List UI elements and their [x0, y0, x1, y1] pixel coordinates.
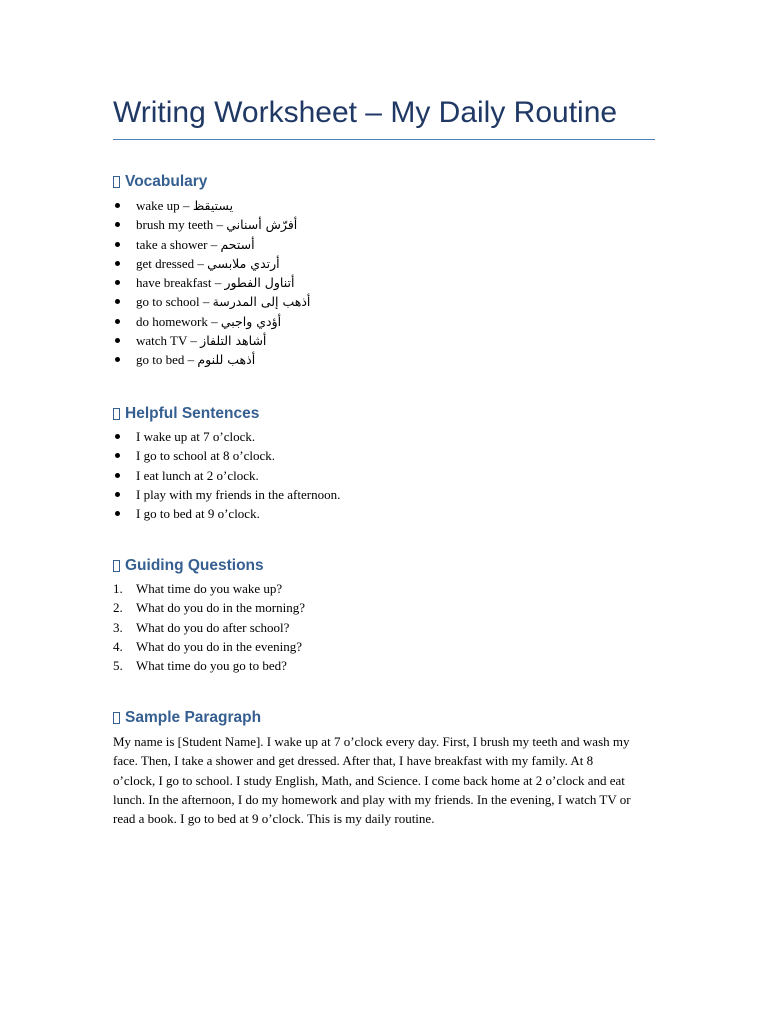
- page-title: Writing Worksheet – My Daily Routine: [113, 96, 618, 129]
- questions-list: [113, 579, 655, 675]
- bullet-icon: [115, 492, 120, 497]
- bullet-icon: [115, 261, 120, 266]
- questions-heading: [113, 556, 655, 576]
- question-item: 5. What time do you go to bed?: [113, 658, 287, 674]
- questions-heading-label: Guiding Questions: [125, 557, 264, 574]
- vocabulary-item: get dressed – أرتدي ملابسي: [113, 254, 655, 273]
- paragraph-heading: [113, 708, 655, 728]
- bullet-icon: [115, 338, 120, 343]
- vocabulary-item: take a shower – أستحم: [113, 235, 655, 254]
- sentences-heading-label: Helpful Sentences: [125, 405, 260, 422]
- vocabulary-item: brush my teeth – أفرّش أسناني: [113, 215, 655, 234]
- bullet-icon: [115, 473, 120, 478]
- sentences-heading: [113, 404, 655, 424]
- vocabulary-heading: [113, 172, 655, 192]
- sentence-item: I go to school at 8 o’clock.: [113, 446, 655, 465]
- vocabulary-list: [113, 196, 655, 370]
- bullet-icon: [115, 299, 120, 304]
- bullet-icon: [115, 222, 120, 227]
- vocabulary-item: wake up – يستيقظ: [113, 196, 655, 215]
- question-item: 4. What do you do in the evening?: [113, 638, 303, 654]
- missing-glyph-icon: [113, 176, 120, 188]
- missing-glyph-icon: [113, 408, 120, 420]
- bullet-icon: [115, 357, 120, 362]
- paragraph-heading-label: Sample Paragraph: [125, 709, 262, 726]
- sentence-item: I play with my friends in the afternoon.: [113, 485, 655, 504]
- bullet-icon: [115, 319, 120, 324]
- bullet-icon: [115, 203, 120, 208]
- title-divider: [113, 139, 655, 140]
- vocabulary-item: do homework – أؤدي واجبي: [113, 312, 655, 331]
- question-item: 2. What do you do in the morning?: [113, 600, 305, 616]
- sample-paragraph: My name is [Student Name]. I wake up at 7 o’clock every day. First, I brush my teeth and wash my face. Then, I take a shower and get dressed. After that, I have breakfast with my family. At 8 o’clock, I go to school. I study English, Math, and Science. I come back home at 2 o’clock and eat lunch. In the afternoon, I do my homework and play with my friends. In the evening, I watch TV or read a book. I go to bed at 9 o’clock. This is my daily routine.: [113, 734, 631, 827]
- bullet-icon: [115, 453, 120, 458]
- bullet-icon: [115, 242, 120, 247]
- sentence-item: I go to bed at 9 o’clock.: [113, 504, 655, 523]
- bullet-icon: [115, 511, 120, 516]
- vocabulary-item: go to bed – أذهب للنوم: [113, 350, 655, 369]
- bullet-icon: [115, 434, 120, 439]
- sentence-item: I eat lunch at 2 o’clock.: [113, 466, 655, 485]
- question-item: 3. What do you do after school?: [113, 619, 290, 635]
- bullet-icon: [115, 280, 120, 285]
- sentences-list: [113, 427, 655, 523]
- vocabulary-heading-label: Vocabulary: [125, 173, 208, 190]
- missing-glyph-icon: [113, 712, 120, 724]
- vocabulary-item: watch TV – أشاهد التلفاز: [113, 331, 655, 350]
- vocabulary-item: go to school – أذهب إلى المدرسة: [113, 292, 655, 311]
- question-item: 1. What time do you wake up?: [113, 581, 283, 596]
- missing-glyph-icon: [113, 560, 120, 572]
- sentence-item: I wake up at 7 o’clock.: [113, 427, 655, 446]
- vocabulary-item: have breakfast – أتناول الفطور: [113, 273, 655, 292]
